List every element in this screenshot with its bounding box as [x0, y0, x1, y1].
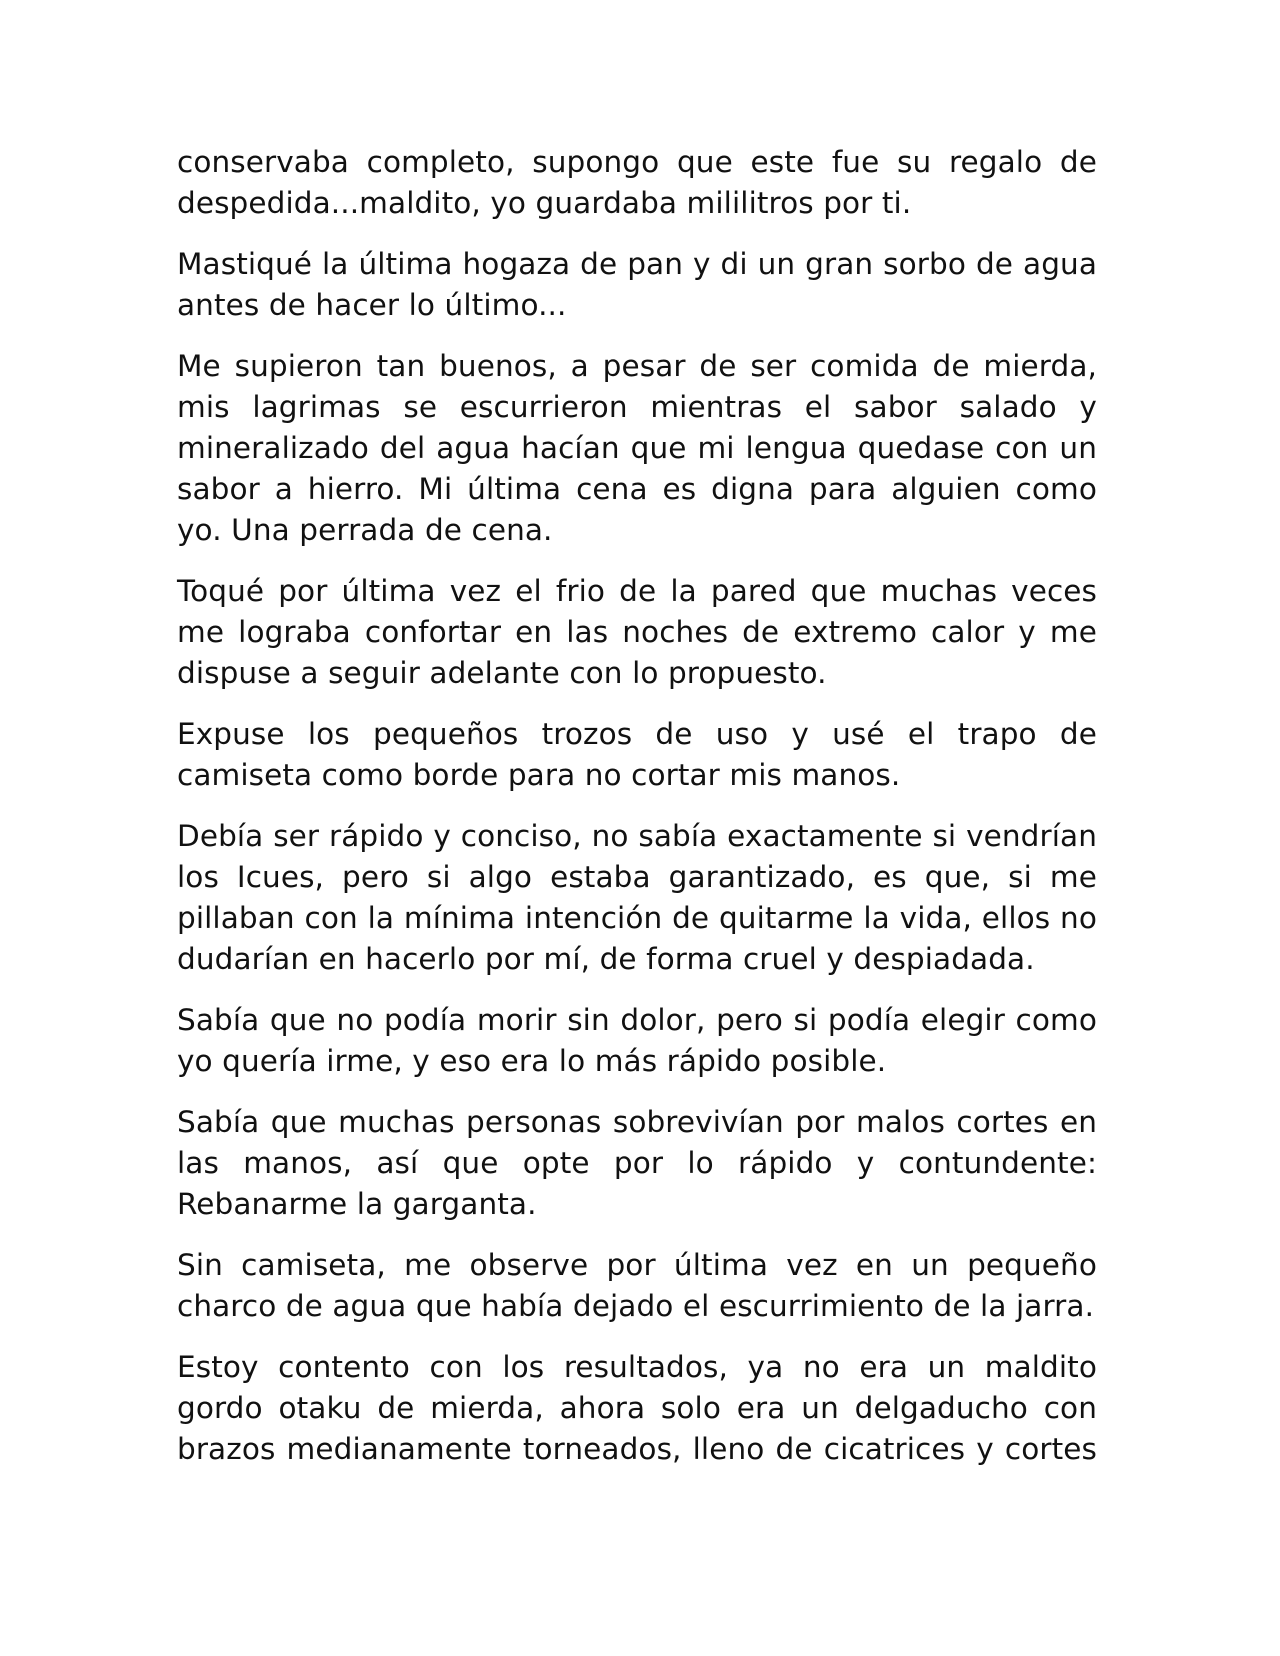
paragraph-10: Estoy contento con los resultados, ya no era un maldito gordo otaku de mierda, ahora solo era un delgaducho con brazos medianamente torneados, lleno de cicatrices y cortes	[177, 1350, 1097, 1466]
paragraph-5: Expuse los pequeños trozos de uso y usé el trapo de camiseta como borde para no cortar mis manos.	[177, 717, 1097, 792]
paragraph-2: Mastiqué la última hogaza de pan y di un gran sorbo de agua antes de hacer lo último...	[177, 247, 1097, 322]
paragraph-9: Sin camiseta, me observe por última vez en un pequeño charco de agua que había dejado el escurrimiento de la jarra.	[177, 1248, 1097, 1323]
paragraph-1: conservaba completo, supongo que este fue su regalo de despedida...maldito, yo guardaba mililitros por ti.	[177, 145, 1097, 220]
paragraph-3: Me supieron tan buenos, a pesar de ser comida de mierda, mis lagrimas se escurrieron mientras el sabor salado y mineralizado del agua hacían que mi lengua quedase con un sabor a hierro. Mi última cena es digna para alguien como yo. Una perrada de cena.	[177, 349, 1097, 547]
paragraph-7: Sabía que no podía morir sin dolor, pero si podía elegir como yo quería irme, y eso era lo más rápido posible.	[177, 1003, 1097, 1078]
paragraph-6: Debía ser rápido y conciso, no sabía exactamente si vendrían los Icues, pero si algo estaba garantizado, es que, si me pillaban con la mínima intención de quitarme la vida, ellos no dudarían en hacerlo por mí, de forma cruel y despiadada.	[177, 819, 1097, 976]
paragraph-4: Toqué por última vez el frio de la pared que muchas veces me lograba confortar en las noches de extremo calor y me dispuse a seguir adelante con lo propuesto.	[177, 574, 1097, 690]
body-text	[177, 142, 1097, 1490]
paragraph-8: Sabía que muchas personas sobrevivían por malos cortes en las manos, así que opte por lo rápido y contundente: Rebanarme la garganta.	[177, 1105, 1097, 1221]
